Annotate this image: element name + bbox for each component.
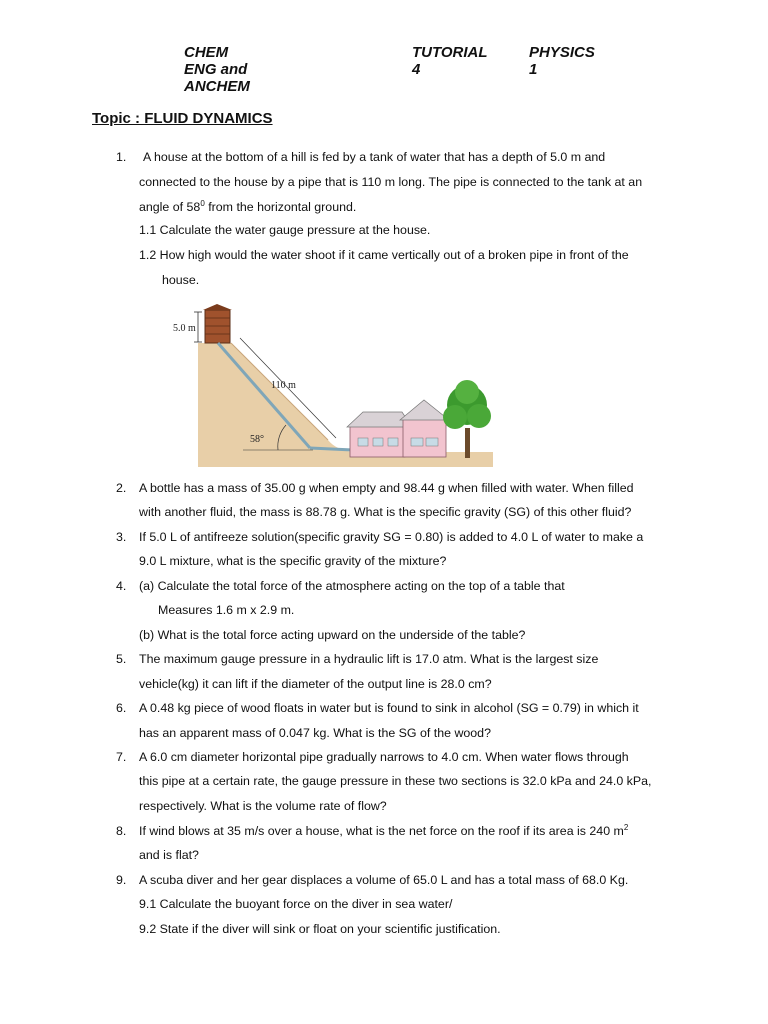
q2-line-2: with another fluid, the mass is 88.78 g. What is the specific gravity (SG) of this other fluid? (139, 505, 632, 519)
q8-number: 8. (116, 824, 127, 838)
q4-line-1: (a) Calculate the total force of the atmosphere acting on the top of a table that (139, 579, 565, 593)
q1-line-2: connected to the house by a pipe that is 110 m long. The pipe is connected to the tank at an (139, 175, 643, 189)
q3-line-2: 9.0 L mixture, what is the specific gravity of the mixture? (139, 554, 447, 568)
q5-number: 5. (116, 652, 127, 666)
water-tank (205, 310, 230, 343)
q1-sub-1: 1.1 Calculate the water gauge pressure at the house. (139, 223, 431, 237)
subject-name: PHYSICS 1 (529, 44, 595, 78)
q5-line-2: vehicle(kg) it can lift if the diameter of the output line is 28.0 cm? (139, 677, 492, 691)
q6-line-1: A 0.48 kg piece of wood floats in water but is found to sink in alcohol (SG = 0.79) in which it (139, 701, 639, 715)
q4-line-2: Measures 1.6 m x 2.9 m. (158, 603, 295, 617)
hill-tank-house-figure (168, 300, 498, 472)
q2-line-1: A bottle has a mass of 35.00 g when empty and 98.44 g when filled with water. When filled (139, 481, 634, 495)
course-name: CHEM ENG and ANCHEM (184, 44, 250, 95)
q4-number: 4. (116, 579, 127, 593)
topic-heading: Topic : FLUID DYNAMICS (92, 110, 273, 127)
q4-line-3: (b) What is the total force acting upward on the underside of the table? (139, 628, 526, 642)
q9-number: 9. (116, 873, 127, 887)
angle-label: 58° (250, 434, 264, 445)
q6-number: 6. (116, 701, 127, 715)
q3-line-1: If 5.0 L of antifreeze solution(specific gravity SG = 0.80) is added to 4.0 L of water to make a (139, 530, 644, 544)
q7-line-1: A 6.0 cm diameter horizontal pipe gradually narrows to 4.0 cm. When water flows through (139, 750, 629, 764)
q8-line-2: and is flat? (139, 848, 199, 862)
q7-number: 7. (116, 750, 127, 764)
q9-sub-1: 9.1 Calculate the buoyant force on the diver in sea water/ (139, 897, 453, 911)
tree-trunk (465, 428, 470, 458)
q1-line-1: A house at the bottom of a hill is fed by a tank of water that has a depth of 5.0 m and (143, 150, 606, 164)
tutorial-number: TUTORIAL 4 (412, 44, 488, 78)
q7-line-3: respectively. What is the volume rate of flow? (139, 799, 387, 813)
q6-line-2: has an apparent mass of 0.047 kg. What is the SG of the wood? (139, 726, 491, 740)
q1-sub-2-cont: house. (162, 273, 200, 287)
q1-sub-2: 1.2 How high would the water shoot if it came vertically out of a broken pipe in front of the (139, 248, 629, 262)
length-label: 110 m (271, 380, 296, 391)
q1-line-3: angle of $58^0$ from the horizontal ground. (139, 198, 357, 214)
depth-label: 5.0 m (173, 323, 196, 334)
q3-number: 3. (116, 530, 127, 544)
q1-number: 1. (116, 150, 127, 164)
q5-line-1: The maximum gauge pressure in a hydraulic lift is 17.0 atm. What is the largest size (139, 652, 599, 666)
q9-sub-2: 9.2 State if the diver will sink or float on your scientific justification. (139, 922, 501, 936)
q8-line-1: If wind blows at 35 m/s over a house, what is the net force on the roof if its area is 240 $m^2$ (139, 822, 629, 838)
q7-line-2: this pipe at a certain rate, the gauge pressure in these two sections is 32.0 kPa and 24.0 kPa, (139, 774, 652, 788)
q2-number: 2. (116, 481, 127, 495)
q9-line-1: A scuba diver and her gear displaces a volume of 65.0 L and has a total mass of 68.0 Kg. (139, 873, 629, 887)
